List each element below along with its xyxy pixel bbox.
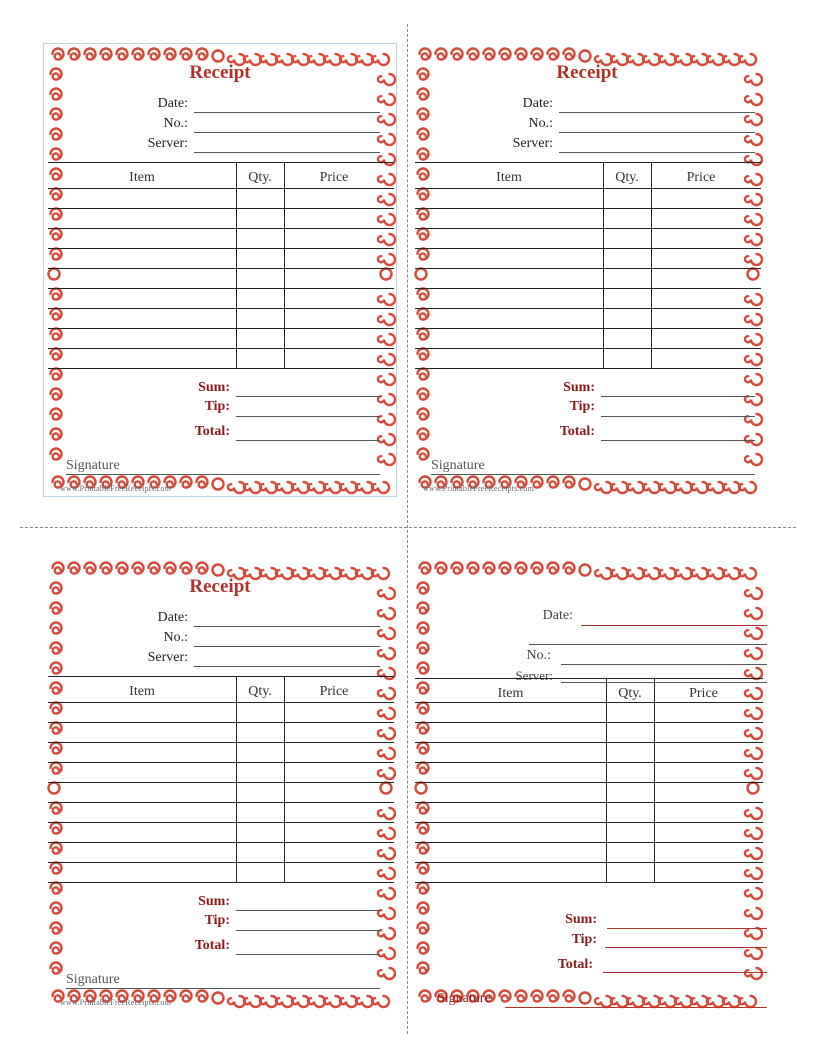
signature-field[interactable] [66,474,380,475]
col-header-qty: Qty. [615,170,639,185]
table-row [415,228,761,229]
table-row [415,208,761,209]
sum-label: Sum: [563,380,595,395]
receipt-title: Receipt [189,576,251,597]
table-row [48,702,394,703]
signature-field[interactable] [505,1007,767,1008]
table-row [415,742,763,743]
date-field[interactable] [194,112,380,113]
table-row [48,248,394,249]
table-row [415,268,761,269]
column-divider [603,162,604,368]
col-header-qty: Qty. [248,170,272,185]
col-header-price: Price [689,686,718,701]
table-row [48,782,394,783]
sum-label: Sum: [198,894,230,909]
table-row [48,862,394,863]
receipt-card-4 [411,558,763,1010]
footer-url: www.PrintableFreeReceipts.com [60,998,172,1007]
table-row [415,288,761,289]
table-row [48,268,394,269]
total-field[interactable] [603,972,767,973]
receipt-card-3 [44,558,396,1010]
tip-field[interactable] [605,947,767,948]
server-field[interactable] [194,152,380,153]
no-field[interactable] [194,132,380,133]
col-header-item: Item [497,686,524,701]
col-header-qty: Qty. [618,686,642,701]
receipt-card-2 [411,44,763,496]
date-label: Date: [522,96,553,111]
column-divider [236,162,237,368]
table-row [415,308,761,309]
no-label: No.: [526,648,551,663]
date-field[interactable] [581,625,767,626]
footer-url: www.PrintableFreeReceipts.com [60,484,172,493]
tip-label: Tip: [204,913,230,928]
table-row [48,882,394,883]
total-label: Total: [194,938,230,953]
col-header-qty: Qty. [248,684,272,699]
table-row [415,762,763,763]
tip-field[interactable] [236,930,380,931]
signature-label: Signature [431,458,485,473]
table-row [415,702,763,703]
sum-field[interactable] [236,910,380,911]
table-row [415,802,763,803]
table-row [415,722,763,723]
table-row [415,348,761,349]
column-divider [654,678,655,882]
total-field[interactable] [601,440,755,441]
receipt-card-1 [44,44,396,496]
sum-label: Sum: [198,380,230,395]
total-field[interactable] [236,440,380,441]
table-row [48,288,394,289]
table-row [415,368,761,369]
no-label: No.: [163,630,188,645]
no-field[interactable] [194,646,380,647]
server-label: Server: [147,650,188,665]
no-field[interactable] [559,132,755,133]
col-header-item: Item [496,170,522,185]
extra-line[interactable] [529,644,767,645]
receipt-title: Receipt [556,62,618,83]
col-header-price: Price [686,170,716,185]
table-row [48,208,394,209]
table-row [415,842,763,843]
column-divider [284,162,285,368]
col-header-item: Item [129,684,155,699]
server-label: Server: [515,668,553,683]
total-label: Total: [559,424,595,439]
table-row [415,862,763,863]
table-row [48,308,394,309]
server-label: Server: [147,136,188,151]
table-row [415,248,761,249]
column-divider [284,676,285,882]
column-divider [606,678,607,882]
table-row [48,762,394,763]
col-header-price: Price [319,170,349,185]
no-label: No.: [528,116,553,131]
sum-field[interactable] [607,928,767,929]
no-field[interactable] [561,664,767,665]
cut-line-vertical [407,24,408,1034]
table-row [48,842,394,843]
date-field[interactable] [194,626,380,627]
column-divider [651,162,652,368]
cut-line-horizontal [20,527,796,528]
total-label: Total: [194,424,230,439]
table-row [48,348,394,349]
table-top-rule [48,676,394,677]
tip-label: Tip: [569,399,595,414]
table-row [415,822,763,823]
date-label: Date: [157,610,188,625]
no-label: No.: [163,116,188,131]
date-label: Date: [157,96,188,111]
table-row [48,328,394,329]
signature-field[interactable] [66,988,380,989]
col-header-price: Price [319,684,349,699]
receipt-title: Receipt [189,62,251,83]
signature-field[interactable] [431,474,755,475]
signature-label: Signature [437,991,491,1006]
server-label: Server: [512,136,553,151]
table-top-rule [48,162,394,163]
table-row [415,188,761,189]
sum-label: Sum: [565,912,597,927]
table-top-rule [415,678,763,679]
table-row [415,328,761,329]
table-row [415,882,763,883]
table-row [415,782,763,783]
server-field[interactable] [559,152,755,153]
table-row [48,742,394,743]
column-divider [236,676,237,882]
tip-label: Tip: [571,932,597,947]
tip-field[interactable] [601,416,755,417]
table-row [48,802,394,803]
total-label: Total: [557,957,593,972]
tip-label: Tip: [204,399,230,414]
date-label: Date: [542,608,573,623]
sum-field[interactable] [236,396,380,397]
sum-field[interactable] [601,396,755,397]
signature-label: Signature [66,458,120,473]
table-row [48,722,394,723]
server-field[interactable] [194,666,380,667]
table-row [48,228,394,229]
server-field[interactable] [561,682,767,683]
table-row [48,368,394,369]
total-field[interactable] [236,954,380,955]
table-row [48,822,394,823]
date-field[interactable] [559,112,755,113]
footer-url: www.PrintableFreeReceipts.com [423,484,535,493]
col-header-item: Item [129,170,155,185]
signature-label: Signature [66,972,120,987]
table-top-rule [415,162,761,163]
table-row [48,188,394,189]
tip-field[interactable] [236,416,380,417]
